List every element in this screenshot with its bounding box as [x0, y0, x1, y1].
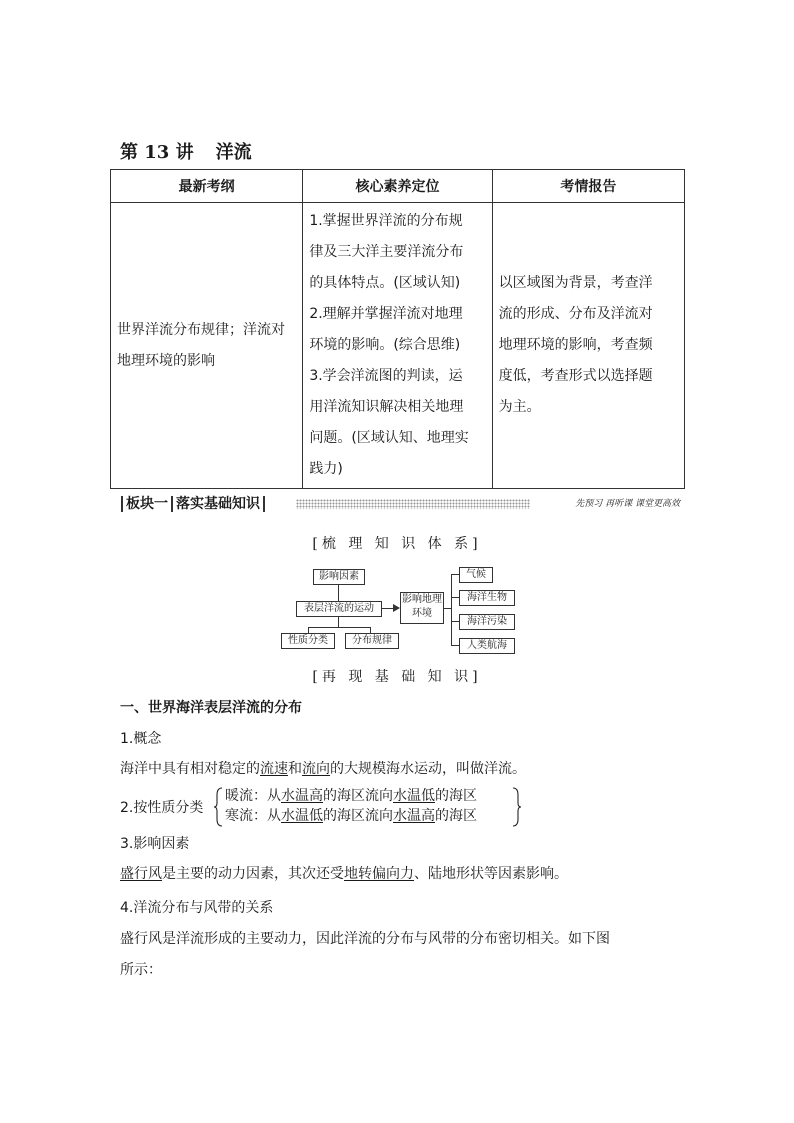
syllabus-table: [110, 169, 685, 489]
table-row: [111, 203, 685, 489]
box-surface-current: 表层洋流的运动: [296, 601, 382, 617]
text-span: 是主要的动力因素，其次还受: [162, 866, 344, 882]
text-span: 暖流：从: [225, 788, 281, 804]
factors-heading: 3.影响因素: [120, 836, 190, 852]
connector-line: [451, 621, 459, 622]
left-brace-icon: [213, 787, 223, 827]
underlined-answer: 水温高: [393, 808, 435, 824]
connector-line: [451, 645, 459, 646]
text-span: 和: [288, 761, 302, 777]
concept-heading: 1.概念: [120, 731, 162, 747]
box-marine-life: 海洋生物: [459, 590, 515, 606]
connector-line: [451, 574, 452, 645]
right-brace-icon: [512, 787, 522, 827]
section-title-knowledge-system: [梳 理 知 识 体 系]: [312, 536, 482, 552]
divider: [171, 496, 173, 512]
block-name: 落实基础知识: [176, 496, 260, 512]
text-line: 的具体特点。(区域认知): [309, 275, 461, 291]
banner-slogan: 先预习 再听课 课堂更高效: [575, 499, 680, 509]
text-span: 、陆地形状等因素影响。: [414, 866, 568, 882]
text-line: 环境的影响。(综合思维): [309, 337, 461, 353]
text-line: 用洋流知识解决相关地理: [309, 399, 464, 415]
arrow-head-icon: [393, 604, 400, 612]
divider: [263, 496, 265, 512]
underlined-answer: 水温高: [281, 788, 323, 804]
connector-line: [308, 627, 370, 628]
text-line: 为主。: [498, 399, 541, 415]
box-factors: 影响因素: [313, 569, 365, 585]
underlined-answer: 盛行风: [120, 866, 162, 882]
section-title-basic-knowledge: [再 现 基 础 知 识]: [312, 669, 482, 685]
cell-exam-report: [492, 203, 684, 489]
relation-heading: 4.洋流分布与风带的关系: [120, 900, 274, 916]
connector-line: [451, 574, 459, 575]
box-property: 性质分类: [281, 633, 335, 649]
banner-title: [118, 494, 268, 514]
relation-text-line2: 所示：: [120, 962, 162, 978]
underlined-answer: 流速: [260, 761, 288, 777]
dotted-band: [296, 499, 530, 509]
cell-syllabus: 世界洋流分布规律；洋流对地理环境的影响: [111, 203, 303, 489]
text-line: 践力): [309, 461, 343, 477]
connector-line: [338, 617, 339, 627]
classify-label: 2.按性质分类: [120, 800, 204, 816]
text-span: 的海区流向: [323, 808, 393, 824]
section-banner: [118, 494, 680, 514]
lesson-title: [120, 138, 252, 164]
box-navigation: 人类航海: [459, 638, 515, 654]
classification-block: [120, 785, 540, 829]
heading-distribution: 一、世界海洋表层洋流的分布: [120, 700, 302, 716]
text-span: 海洋中具有相对稳定的: [120, 761, 260, 777]
concept-text: [120, 759, 526, 779]
box-climate: 气候: [459, 567, 493, 583]
cell-core-literacy: [303, 203, 492, 489]
box-marine-pollution: 海洋污染: [459, 614, 515, 630]
connector-line: [338, 584, 339, 601]
underlined-answer: 水温低: [393, 788, 435, 804]
connector-line: [451, 597, 459, 598]
header-syllabus: 最新考纲: [111, 170, 303, 203]
text-line: 以区域图为背景，考查洋: [498, 275, 653, 291]
table-header-row: [111, 170, 685, 203]
divider: [121, 496, 123, 512]
warm-current-row: [225, 786, 477, 806]
text-line: 地理环境的影响，考查频: [498, 337, 653, 353]
text-line: 2.理解并掌握洋流对地理: [309, 306, 463, 322]
box-distribution: 分布规律: [345, 633, 399, 649]
knowledge-diagram: [275, 563, 525, 658]
header-core-literacy: 核心素养定位: [303, 170, 492, 203]
underlined-answer: 流向: [302, 761, 330, 777]
text-span: 的海区: [435, 788, 477, 804]
text-line: 律及三大洋主要洋流分布: [309, 244, 464, 260]
text-span: 的大规模海水运动，叫做洋流。: [330, 761, 526, 777]
text-line: 3.学会洋流图的判读，运: [309, 368, 463, 384]
text-span: 的海区流向: [323, 788, 393, 804]
cold-current-row: [225, 806, 477, 826]
text-span: 寒流：从: [225, 808, 281, 824]
relation-text-line1: 盛行风是洋流形成的主要动力，因此洋流的分布与风带的分布密切相关。如下图: [120, 931, 610, 947]
block-label: 板块一: [126, 496, 168, 512]
underlined-answer: 水温低: [281, 808, 323, 824]
text-line: 流的形成、分布及洋流对: [498, 306, 653, 322]
text-line: 度低，考查形式以选择题: [498, 368, 653, 384]
connector-line: [443, 608, 451, 609]
factors-text: [120, 864, 568, 884]
text-line: 问题。(区域认知、地理实: [309, 430, 469, 446]
lesson-number: 第 13 讲: [120, 142, 194, 163]
text-line: 1.掌握世界洋流的分布规: [309, 213, 463, 229]
text-span: 的海区: [435, 808, 477, 824]
header-exam-report: 考情报告: [492, 170, 684, 203]
box-effect: 影响地理环境: [400, 592, 444, 624]
lesson-topic: 洋流: [215, 142, 252, 163]
underlined-answer: 地转偏向力: [344, 866, 414, 882]
